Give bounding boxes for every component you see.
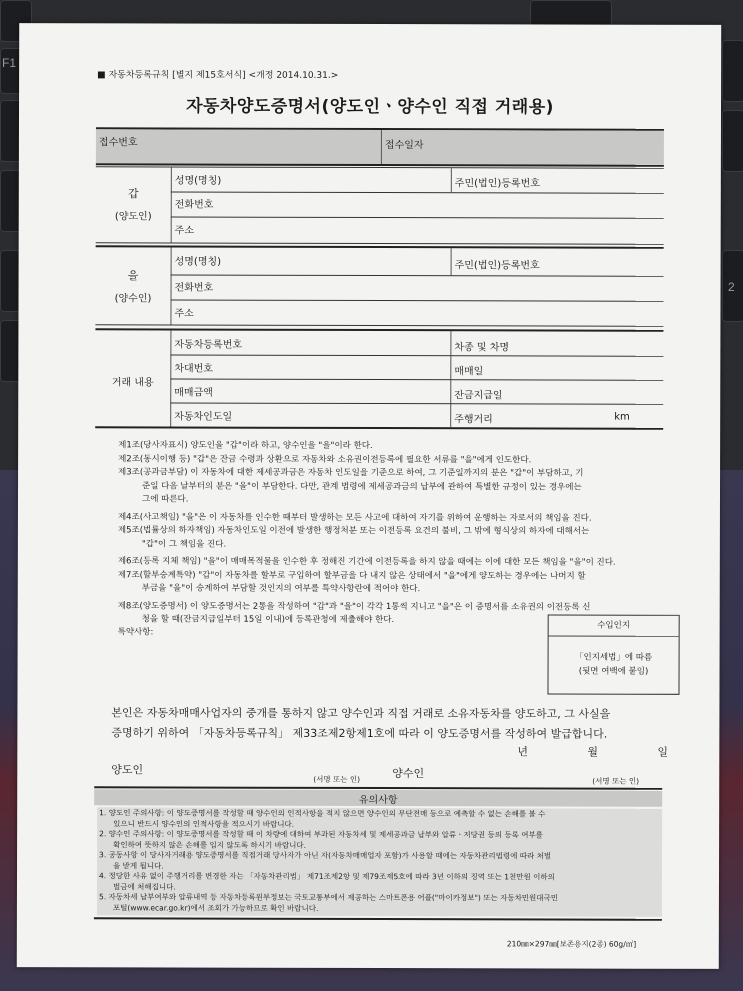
key-label-2: 2 bbox=[728, 280, 735, 294]
notice-line: 1. 양도인 주의사항: 이 양도증명서를 작성할 때 양수인의 인적사항을 적지 않으면 양수인의 무단전매 등으로 예측할 수 없는 손해를 볼 수 bbox=[99, 808, 546, 819]
certification-line: 증명하기 위하여 「자동차등록규칙」 제33조제2항제1호에 따라 이 양도증명서를 작성하여 발급합니다. bbox=[111, 726, 608, 741]
divider bbox=[95, 328, 663, 331]
revenue-stamp-box bbox=[547, 614, 679, 694]
paper-spec-footer: 210㎜×297㎜[보존용지(2종) 60g/㎡] bbox=[506, 939, 637, 949]
seller-name-label: 성명(명칭) bbox=[174, 175, 222, 187]
clause-line: "갑"이 그 책임을 진다. bbox=[141, 538, 227, 550]
notice-line: 3. 공동사항 이 당사자거래용 양도증명서를 직접거래 당사자가 아닌 자(자동차매매업자 포함)가 사용할 때에는 자동차관리법령에 따라 처벌 bbox=[99, 850, 552, 861]
notice-line: 4. 정당한 사유 없이 주행거리를 변경한 자는 「자동차관리법」 제71조제2항 및 제79조제5호에 따라 3년 이하의 징역 또는 1천만원 이하의 bbox=[98, 871, 555, 882]
clause-line: 그에 따른다. bbox=[141, 494, 189, 505]
delivery-date-label: 자동차인도일 bbox=[174, 411, 233, 423]
divider bbox=[170, 354, 663, 356]
clause-line: 부금을 "을"이 승계하여 부담할 것인지의 여부를 특약사항란에 적어야 한다. bbox=[141, 583, 421, 595]
seller-id-label: 주민(법인)등록번호 bbox=[454, 178, 540, 190]
clause-line: 제8조(양도증명서) 이 양도증명서는 2통을 작성하여 "갑"과 "을"이 각각 1통씩 지니고 "을"은 이 증명서를 소유권의 이전등록 신 bbox=[117, 600, 591, 613]
notices-block bbox=[99, 808, 659, 914]
clause-line: 제1조(당사자표시) 양도인을 "갑"이라 하고, 양수인을 "을"이라 한다. bbox=[118, 440, 373, 452]
receipt-number-label: 접수번호 bbox=[98, 137, 138, 149]
divider bbox=[170, 378, 663, 380]
divider bbox=[171, 167, 172, 242]
seller-subheading: (양도인) bbox=[114, 211, 152, 223]
notice-line: 2. 양수인 주의사항: 이 양도증명서를 작성할 때 이 차량에 대하여 부과된 자동차세 및 제세공과금 납부와 압류ㆍ저당권 등의 등록 여부를 bbox=[99, 829, 543, 840]
document-title: 자동차양도증명서(양도인ㆍ양수인 직접 거래용) bbox=[186, 96, 554, 118]
notice-line: 있으니 반드시 양수인의 인적사항을 적으시기 바랍니다. bbox=[113, 818, 295, 829]
notice-line: 5. 자동차세 납부여부와 압류내역 등 자동차등록원부정보는 국토교통부에서 제공하는 스마트폰용 어플("마이카정보") 또는 자동차민원대국민 bbox=[98, 892, 559, 903]
divider bbox=[451, 168, 452, 192]
seller-sign-note: (서명 또는 인) bbox=[313, 774, 361, 784]
buyer-subheading: (양수인) bbox=[114, 293, 152, 305]
mileage-label: 주행거리 bbox=[454, 414, 493, 426]
divider bbox=[170, 402, 663, 404]
divider bbox=[96, 242, 664, 244]
clause-line: 제5조(법률상의 하자책임) 자동차인도일 이전에 발생한 행정처분 또는 이전등록 요건의 불비, 그 밖에 형식상의 하자에 대해서는 bbox=[117, 525, 590, 537]
receipt-date-label: 접수일자 bbox=[384, 140, 424, 152]
clause-line: 제6조(등록 지체 책임) "을"이 매매목적물을 인수한 후 정해진 기간에 이전등록을 하지 않을 때에는 이에 대한 모든 책임을 "을"이 진다. bbox=[117, 556, 616, 568]
divider bbox=[549, 635, 679, 636]
divider bbox=[95, 426, 663, 429]
buyer-signature-label: 양수인 bbox=[392, 767, 425, 781]
seller-heading: 갑 bbox=[127, 187, 139, 201]
key-label-f1: F1 bbox=[2, 56, 17, 70]
clause-line: 청을 할 때(잔금지급일부터 15일 이내)에 등록관청에 제출해야 한다. bbox=[141, 614, 395, 626]
transaction-heading: 거래 내용 bbox=[111, 377, 154, 389]
clause-line: 제2조(동시이행 등) "갑"은 잔금 수령과 상환으로 자동차와 소유권이전등록에 필요한 서류를 "을"에게 인도한다. bbox=[118, 453, 532, 465]
buyer-address-label: 주소 bbox=[174, 308, 194, 320]
buyer-phone-label: 전화번호 bbox=[174, 282, 214, 294]
notice-line: 확인하여 뜻하지 않은 손해를 입지 않도록 하시기 바랍니다. bbox=[113, 839, 307, 850]
balance-date-label: 잔금지급일 bbox=[454, 390, 503, 402]
notice-heading: 유의사항 bbox=[358, 794, 398, 807]
divider bbox=[171, 299, 664, 301]
stamp-line-2: (뒷면 여백에 붙임) bbox=[578, 666, 649, 677]
stamp-line-1: 「인지세법」에 따름 bbox=[574, 652, 653, 663]
keyboard-key bbox=[722, 110, 743, 172]
stamp-title: 수입인지 bbox=[597, 620, 631, 631]
sale-date-label: 매매일 bbox=[454, 366, 484, 378]
model-label: 차종 및 차명 bbox=[454, 342, 510, 354]
seller-signature-label: 양도인 bbox=[111, 763, 144, 777]
divider bbox=[171, 216, 664, 218]
date-year: 년 bbox=[517, 745, 528, 759]
date-month: 월 bbox=[587, 745, 598, 759]
divider bbox=[96, 166, 664, 168]
seller-address-label: 주소 bbox=[174, 225, 195, 237]
buyer-heading: 을 bbox=[127, 269, 139, 283]
certification-text bbox=[111, 703, 671, 744]
clauses-block bbox=[118, 439, 663, 628]
divider bbox=[381, 130, 382, 164]
notice-line: 을 받게 됩니다. bbox=[113, 860, 164, 870]
buyer-name-label: 성명(명칭) bbox=[174, 256, 222, 268]
vin-label: 차대번호 bbox=[174, 363, 213, 375]
divider bbox=[94, 917, 662, 920]
reg-number-label: 자동차등록번호 bbox=[174, 339, 243, 351]
clause-line: 제4조(사고책임) "을"은 이 자동차를 인수한 때부터 발생하는 모든 사고에 대하여 자기를 위하여 운행하는 자로서의 책임을 진다. bbox=[117, 511, 592, 524]
keyboard-key bbox=[722, 40, 743, 102]
divider bbox=[95, 324, 663, 326]
notice-line: 포털(www.ecar.go.kr)에서 조회가 가능하므로 확인 바랍니다. bbox=[112, 902, 319, 913]
special-terms-label: 특약사항: bbox=[117, 627, 154, 638]
seller-phone-label: 전화번호 bbox=[174, 199, 214, 211]
divider bbox=[451, 248, 452, 275]
buyer-id-label: 주민(법인)등록번호 bbox=[454, 260, 540, 272]
clause-line: 준일 다음 날부터의 분은 "을"이 부담한다. 다만, 관계 법령에 제세공과금의 납부에 관하여 특별한 규정이 있는 경우에는 bbox=[142, 480, 582, 493]
mileage-unit: km bbox=[614, 411, 630, 423]
clause-line: 제3조(공과금부담) 이 자동차에 대한 제세공과금은 자동차 인도일을 기준으로 하여, 그 기준일까지의 분은 "갑"이 부담하고, 기 bbox=[118, 467, 584, 479]
notice-line: 벌금에 처해집니다. bbox=[112, 881, 176, 891]
divider bbox=[171, 274, 664, 276]
divider bbox=[171, 191, 664, 193]
form-header-note: ■ 자동차등록규칙 [별지 제15호서식] <개정 2014.10.31.> bbox=[97, 70, 339, 81]
buyer-sign-note: (서명 또는 인) bbox=[592, 776, 640, 786]
divider bbox=[170, 247, 171, 324]
date-day: 일 bbox=[657, 745, 668, 759]
divider bbox=[96, 245, 664, 248]
document-page bbox=[17, 23, 721, 969]
price-label: 매매금액 bbox=[174, 387, 213, 399]
clause-line: 제7조(할부승계특약) "갑"이 자동차를 할부로 구입하여 할부금을 다 내지 않은 상태에서 "을"에게 양도하는 경우에는 나머지 할 bbox=[117, 569, 586, 582]
keyboard-key-pause bbox=[530, 0, 612, 26]
certification-line: 본인은 자동차매매사업자의 중개를 통하지 않고 양수인과 직접 거래로 소유자동차를 양도하고, 그 사실을 bbox=[111, 706, 611, 721]
